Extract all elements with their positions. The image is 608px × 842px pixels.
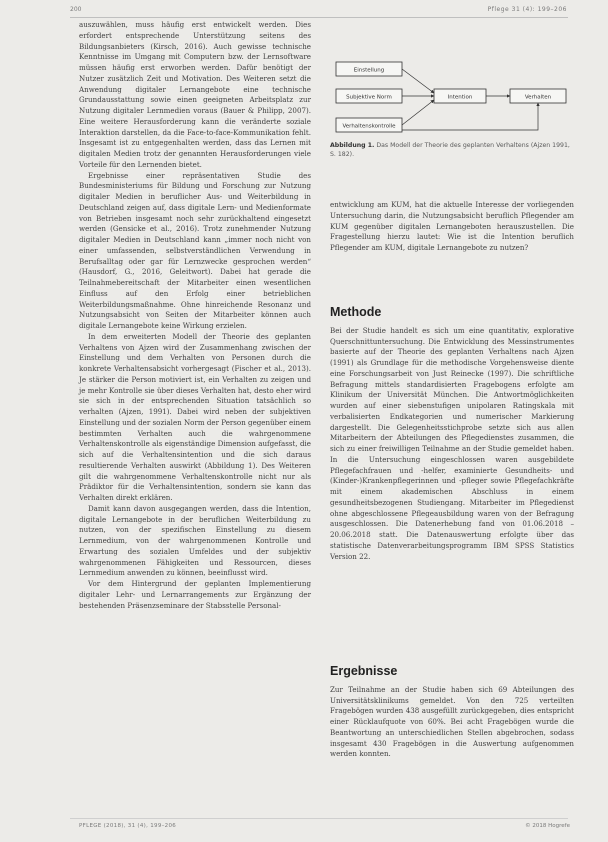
footer-citation: PFLEGE (2018), 31 (4), 199–206 bbox=[79, 823, 177, 829]
arrow-einstellung-intention bbox=[402, 69, 434, 93]
page-number: 200 bbox=[70, 6, 82, 13]
left-column bbox=[79, 20, 311, 611]
label-verhalten: Verhalten bbox=[524, 94, 552, 101]
body-paragraph: entwicklung am KUM, hat die aktuelle Interesse der vorliegenden Untersuchung darin, die Nutzungsabsicht beruflich Pflegender am KUM gegenüber digitalen Lernangeboten herauszustellen. Die Fragestellung hierzu lautet: Wie ist die Intention beruflich Pflegender am KUM, digitale Lernangebote zu nutzen? bbox=[330, 200, 574, 252]
ergebnisse-section bbox=[330, 666, 574, 760]
body-paragraph: auszuwählen, muss häufig erst entwickelt werden. Dies erfordert entsprechende Unterstützung seitens des Bildungsanbieters (Kirsch, 2016). Auch gewisse technische Kenntnisse im Umgang mit Computern bzw. der Lernsoftware müssen häufig erst erworben werden. Dafür benötigt der Nutzer zusätzlich Zeit und Motivation. Des Weiteren setzt die Anwendung digitaler Lernangebote eine technische Grundausstattung sowie einen geeigneten Arbeitsplatz zur Nutzung digitaler Lernmedien voraus (Bauer & Philipp, 2007). Eine weitere Herausforderung kann die veränderte soziale Interaktion darstellen, da die Face-to-face-Kommunikation fehlt. Insgesamt ist zu entgegenhalten werden, dass das Lernen mit digitalen Medien trotz der genannten Herausforderungen viele Vorteile für den Lernenden bietet. bbox=[79, 20, 311, 169]
body-paragraph: Vor dem Hintergrund der geplanten Implementierung digitaler Lehr- und Lernarrangements zur Ergänzung der bestehenden Präsenzseminare der Stabsstelle Personal- bbox=[79, 579, 311, 610]
label-intention: Intention bbox=[447, 94, 473, 101]
methode-paragraph: Bei der Studie handelt es sich um eine quantitativ, explorative Querschnittuntersuchung. Die Entwicklung des Messinstrumentes basierte auf der Theorie des geplanten Verhaltens nach Ajzen (1991) als Grundlage für die methodische Vorgehensweise diente eine Forschungsarbeit von Just Reinecke (1997). Die schriftliche Befragung mittels standardisierten Fragebogens erfolgte am Klinikum der Universität München. Die Antwortmöglichkeiten wurden auf einer siebenstufigen unipolaren Ratingskala mit verbalisierten Endkategorien und numerischer Markierung dargestellt. Die Gelegenheitsstichprobe setzte sich aus allen Mitarbeitern der Abteilungen des Pflegedienstes zusammen, die sich zu einer freiwilligen Teilnahme an der Studie gemeldet haben. In die Untersuchung eingeschlossen waren ausgebildete Pflegefachfrauen und -helfer, examinierte Gesundheits- und (Kinder-)Krankenpflegerinnen und -pfleger sowie Pflegefachkräfte mit einem akademischen Abschluss in einem gesundheitsbezogenen Studiengang. Mitarbeiter im Pflegedienst ohne abgeschlossene Pflegeausbildung waren von der Befragung ausgeschlossen. Die Datenerhebung fand von 01.06.2018 – 20.06.2018 statt. Die Datenauswertung erfolgte über das statistische Datenverarbeitungsprogramm IBM SPSS Statistics Version 22. bbox=[330, 325, 574, 561]
caption-label: Abbildung 1. bbox=[330, 142, 375, 149]
section-title-methode: Methode bbox=[330, 305, 382, 319]
arrow-kontrolle-verhalten bbox=[402, 103, 538, 130]
label-einstellung: Einstellung bbox=[353, 67, 385, 74]
footer-copyright: © 2018 Hogrefe bbox=[525, 823, 570, 829]
methode-section bbox=[330, 307, 574, 562]
body-paragraph: Ergebnisse einer repräsentativen Studie des Bundesministeriums für Bildung und Forschung zur Nutzung digitaler Medien in beruflicher Aus- und Weiterbildung in Deutschland zeigen auf, dass digitale Lern- und Medienformate von Betrieben insgesamt noch sehr zurückhaltend eingesetzt werden (Gensicke et al., 2016). Trotz zunehmender Nutzung digitaler Medien in Deutschland kann „immer noch nicht von einer umfassenden, selbstverständlichen Verwendung in Berufsalltag oder gar für Lernzwecke gesprochen werden“ (Hausdorf, G., 2016, Geleitwort). Dabei hat gerade die Teilnahmebereitschaft der Mitarbeiter einen wesentlichen Einfluss auf den Erfolg einer betrieblichen Weiterbildungsmaßnahme. Ohne hinreichende Resonanz und Nutzungsabsicht von Seiten der Mitarbeiter können auch digitale Lernangebote keine Wirkung erzielen. bbox=[79, 170, 311, 330]
ergebnisse-paragraph: Zur Teilnahme an der Studie haben sich 69 Abteilungen des Universitätsklinikums gemeldet. Von den 725 verteilten Fragebögen wurden 438 ausgefüllt zurückgegeben, dies entspricht einer Rücklaufquote von 60%. Bei acht Fragebögen wurde die Beantwortung an unterschiedlichen Stellen abgebrochen, sodass insgesamt 430 Fragebögen in die Auswertung aufgenommen werden konnten. bbox=[330, 684, 574, 759]
figure-caption bbox=[330, 142, 574, 159]
body-paragraph: Damit kann davon ausgegangen werden, dass die Intention, digitale Lernangebote in der beruflichen Weiterbildung zu nutzen, von der spezifischen Einstellung zu diesem Lernmedium, von der wahrgenommenen Kontrolle und Erwartung des sozialen Umfeldes und der subjektiv wahrgenommenen Fähigkeiten und Ressourcen, dieses Lernmedium anwenden zu können, beeinflusst wird. bbox=[79, 503, 311, 578]
caption-text: Das Modell der Theorie des geplanten Verhaltens (Ajzen 1991, S. 182). bbox=[330, 142, 570, 158]
footer-divider bbox=[70, 818, 568, 819]
label-subjektive-norm: Subjektive Norm bbox=[346, 94, 392, 101]
running-header: Pflege 31 (4): 199–206 bbox=[487, 6, 567, 13]
section-title-ergebnisse: Ergebnisse bbox=[330, 664, 398, 678]
right-column-intro bbox=[330, 200, 574, 254]
label-verhaltenskontrolle: Verhaltenskontrolle bbox=[342, 123, 396, 130]
body-paragraph: In dem erweiterten Modell der Theorie des geplanten Verhaltens von Ajzen wird der Zusammenhang zwischen der Einstellung und dem Verhalten von Personen durch die konkrete Verhaltensabsicht vorhergesagt (Fischer et al., 2013). Je stärker die Person motiviert ist, ein Verhalten zu zeigen und je mehr Kontrolle sie über dieses Verhalten hat, desto eher wird sie sich in der entsprechenden Situation tatsächlich so verhalten (Ajzen, 1991). Dabei wird neben der subjektiven Einstellung und der sozialen Norm der Person gegenüber einem bestimmten Verhalten auch die wahrgenommene Verhaltenskontrolle als eigenständige Dimension aufgefasst, die sich auf die Verhaltensintention und die sich daraus resultierende Verhalten auswirkt (Abbildung 1). Des Weiteren gilt die wahrgenommene Verhaltenskontrolle nicht nur als Prädiktor für die Verhaltensintention, sondern sie kann das Verhalten direkt erklären. bbox=[79, 331, 311, 502]
arrow-kontrolle-intention bbox=[402, 100, 434, 125]
figure-1-diagram bbox=[330, 58, 574, 148]
theory-of-planned-behavior-diagram bbox=[330, 58, 574, 138]
header-divider bbox=[70, 17, 568, 18]
